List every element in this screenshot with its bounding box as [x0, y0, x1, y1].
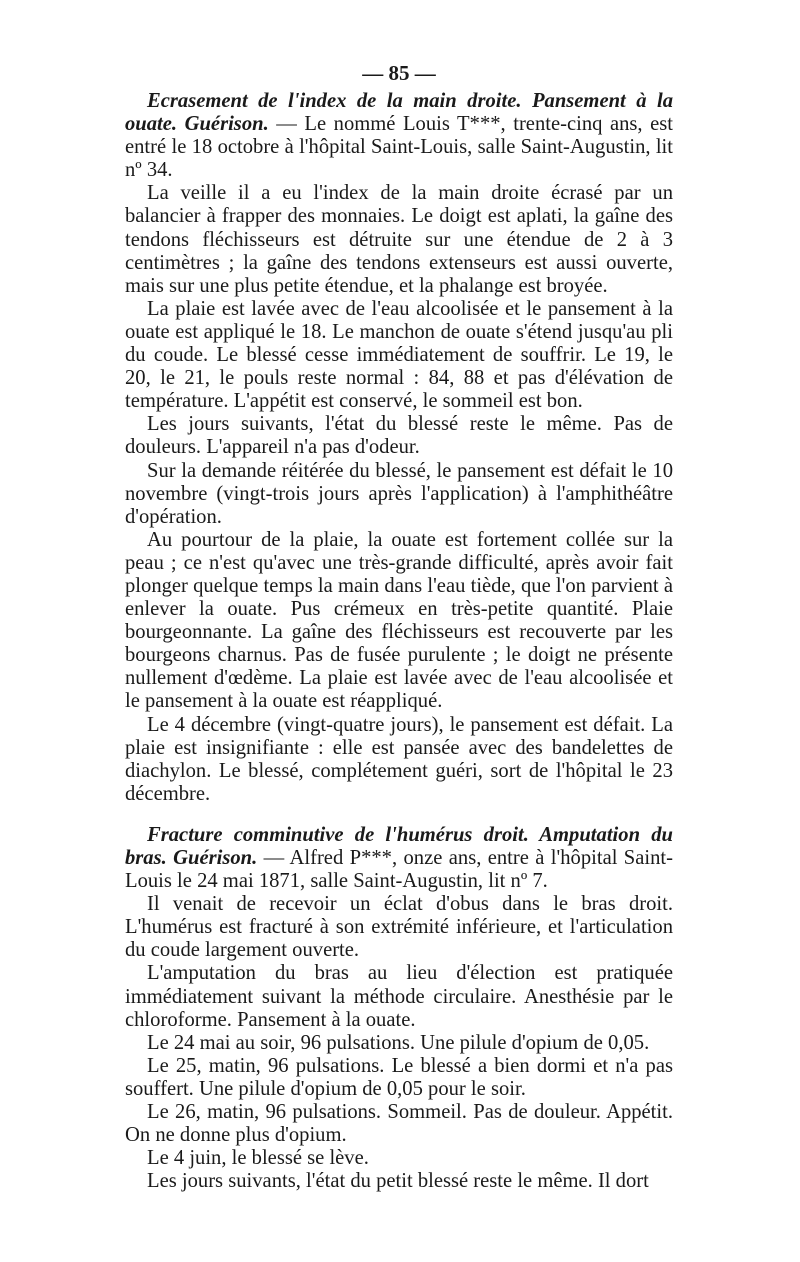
page-number: — 85 —: [362, 61, 436, 85]
case2-paragraph: Le 25, matin, 96 pulsations. Le blessé a bien dormi et n'a pas souffert. Une pilule d'opium de 0,05 pour le soir.: [125, 1054, 673, 1100]
case1-opening-paragraph: [125, 90, 673, 182]
case2-paragraph: Il venait de recevoir un éclat d'obus dans le bras droit. L'humérus est fracturé à son extrémité inférieure, et l'articulation du coude largement ouverte.: [125, 893, 673, 962]
case1-title: Ecrasement de l'index de la main droite. Pansement à la ouate. Guérison.: [125, 90, 673, 136]
case1-intro: — Le nommé Louis T***, trente-cinq ans, est entré le 18 octobre à l'hôpital Saint-Louis, salle Saint-Augustin, lit nº 34.: [125, 113, 673, 182]
case1-paragraph: Le 4 décembre (vingt-quatre jours), le pansement est défait. La plaie est insignifiante : elle est pansée avec des bandelettes de diachylon. Le blessé, complétement guéri, sort de l'hôpital le 23 décembre.: [125, 713, 673, 805]
case1-paragraph: Les jours suivants, l'état du blessé reste le même. Pas de douleurs. L'appareil n'a pas d'odeur.: [125, 413, 673, 459]
case2-paragraph: Les jours suivants, l'état du petit blessé reste le même. Il dort: [147, 1170, 649, 1193]
case1-paragraph: Sur la demande réitérée du blessé, le pansement est défait le 10 novembre (vingt-trois jours après l'application) à l'amphithéâtre d'opération.: [125, 459, 673, 528]
case1-paragraph: Au pourtour de la plaie, la ouate est fortement collée sur la peau ; ce n'est qu'avec une très-grande difficulté, après avoir fait plonger quelque temps la main dans l'eau tiède, que l'on parvient à enlever la ouate. Pus crémeux en très-petite quantité. Plaie bourgeonnante. La gaîne des fléchisseurs est recouverte par les bourgeons charnus. Pas de fusée purulente ; le doigt ne présente nullement d'œdème. La plaie est lavée avec de l'eau alcoolisée et le pansement à la ouate est réappliqué.: [125, 528, 673, 713]
case2-paragraph: Le 4 juin, le blessé se lève.: [147, 1147, 369, 1170]
case2-intro: — Alfred P***, onze ans, entre à l'hôpital Saint-Louis le 24 mai 1871, salle Saint-Augustin, lit nº 7.: [125, 847, 674, 893]
case1-paragraph: La plaie est lavée avec de l'eau alcoolisée et le pansement à la ouate est appliqué le 18. Le manchon de ouate s'étend jusqu'au pli du coude. Le blessé cesse immédiatement de souffrir. Le 19, le 20, le 21, le pouls reste normal : 84, 88 et pas d'élévation de température. L'appétit est conservé, le sommeil est bon.: [125, 297, 673, 413]
case1-paragraph: La veille il a eu l'index de la main droite écrasé par un balancier à frapper des monnaies. Le doigt est aplati, la gaîne des tendons fléchisseurs est détruite sur une étendue de 2 à 3 centimètres ; la gaîne des tendons extenseurs est aussi ouverte, mais sur une plus petite étendue, et la phalange est broyée.: [125, 182, 673, 297]
case2-opening-paragraph: [125, 824, 673, 893]
case2-paragraph: L'amputation du bras au lieu d'élection est pratiquée immédiatement suivant la méthode circulaire. Anesthésie par le chloroforme. Pansement à la ouate.: [125, 962, 673, 1031]
case2-paragraph: Le 24 mai au soir, 96 pulsations. Une pilule d'opium de 0,05.: [147, 1031, 650, 1054]
case2-paragraph: Le 26, matin, 96 pulsations. Sommeil. Pas de douleur. Appétit. On ne donne plus d'opium.: [125, 1101, 673, 1147]
document-page: [125, 56, 673, 1193]
section-gap: [125, 806, 673, 824]
case2-title: Fracture comminutive de l'humérus droit. Amputation du bras. Guérison.: [125, 823, 673, 869]
